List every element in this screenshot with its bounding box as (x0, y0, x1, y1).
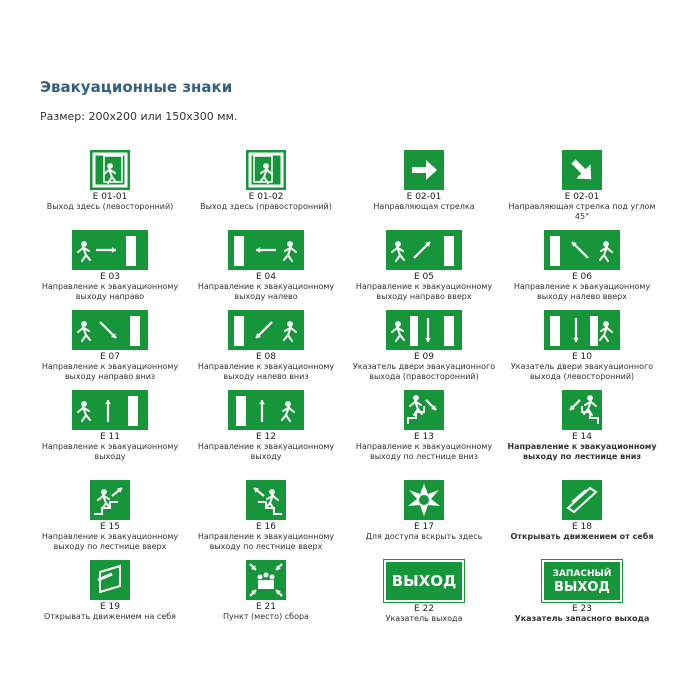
emergency-exit-text-icon (542, 560, 622, 602)
sign-description: Выход здесь (правосторонний) (200, 202, 332, 211)
sign-description: Указатель выхода (385, 614, 463, 623)
sign-description: Открывать движением на себя (44, 612, 176, 621)
sign-description: Пункт (место) сбора (223, 612, 309, 621)
sign-description: Направление к эвакуационному выходу (197, 442, 335, 461)
sign-card (32, 150, 188, 212)
run-up-door-icon (72, 390, 148, 430)
sign-code: E 04 (256, 272, 276, 282)
sign-description: Направляющая стрелка под углом 45° (508, 202, 656, 221)
sign-text: ЗАПАСНЫЙ (552, 569, 612, 579)
sign-card (504, 390, 660, 462)
sign-description: Направление к эвакуационному выходу направо (41, 282, 179, 301)
run-up-right-icon (386, 230, 462, 270)
sign-description: Направление к эвакуационному выходу налево вниз (197, 362, 335, 381)
sign-description: Направление к эвакуационному выходу по лестнице вверх (41, 532, 179, 551)
sign-card (346, 150, 502, 212)
run-up-left-icon (544, 230, 620, 270)
sign-code: E 03 (100, 272, 120, 282)
sign-code: E 01-01 (92, 192, 128, 202)
sign-card (504, 150, 660, 222)
sign-card (346, 390, 502, 462)
push-door-icon (562, 480, 602, 520)
sign-description: Направление к эвакуационному выходу налево (197, 282, 335, 301)
pull-door-icon (90, 560, 130, 600)
sign-code: E 17 (414, 522, 434, 532)
sign-code: E 12 (256, 432, 276, 442)
sign-card (32, 560, 188, 622)
sign-code: E 07 (100, 352, 120, 362)
sign-description: Направление к эвакуационному выходу направо вверх (355, 282, 493, 301)
sign-code: E 23 (572, 604, 592, 614)
sign-text: ВЫХОД (391, 572, 457, 590)
exit-left-icon (90, 150, 130, 190)
sign-code: E 21 (256, 602, 276, 612)
sign-card (32, 390, 188, 462)
run-down-left-icon (228, 310, 304, 350)
sign-card (188, 310, 344, 382)
sign-card (32, 230, 188, 302)
sign-description: Открывать движением от себя (510, 532, 654, 541)
sign-card (32, 310, 188, 382)
sign-card (346, 310, 502, 382)
sign-code: E 09 (414, 352, 434, 362)
sign-code: E 08 (256, 352, 276, 362)
sign-code: E 02-01 (406, 192, 442, 202)
sign-description: Направление к эвакуационному выходу по лестнице вниз (355, 442, 493, 461)
sign-description: Направление к эвакуационному выходу (41, 442, 179, 461)
sign-code: E 22 (414, 604, 434, 614)
sign-card (188, 150, 344, 212)
sign-card (188, 560, 344, 622)
sign-card (346, 560, 502, 624)
sign-code: E 10 (572, 352, 592, 362)
sign-description: Указатель двери эвакуационного выхода (левосторонний) (510, 362, 654, 381)
sign-code: E 02-01 (564, 192, 600, 202)
assembly-point-icon (246, 560, 286, 600)
sign-card (188, 230, 344, 302)
sign-description: Направление к эвакуационному выходу налево вверх (513, 282, 651, 301)
sign-card (188, 390, 344, 462)
sign-card (346, 230, 502, 302)
sign-card (188, 480, 344, 552)
door-left-icon (544, 310, 620, 350)
sign-card (32, 480, 188, 552)
sign-code: E 15 (100, 522, 120, 532)
sign-code: E 11 (100, 432, 120, 442)
stairs-up-left-icon (246, 480, 286, 520)
door-up-run-icon (228, 390, 304, 430)
sign-code: E 14 (572, 432, 592, 442)
stairs-down-right-icon (404, 390, 444, 430)
sign-description: Для доступа вскрыть здесь (365, 532, 483, 541)
arrow-right-icon (404, 150, 444, 190)
break-glass-icon (404, 480, 444, 520)
run-left-arrow-icon (228, 230, 304, 270)
sign-description: Направление к эвакуационному выходу по лестнице вверх (197, 532, 335, 551)
sign-description: Направляющая стрелка (373, 202, 475, 211)
sign-code: E 05 (414, 272, 434, 282)
arrow-diagonal-icon (562, 150, 602, 190)
exit-text-icon (384, 560, 464, 602)
sign-description: Выход здесь (левосторонний) (46, 202, 174, 211)
sign-code: E 18 (572, 522, 592, 532)
run-right-arrow-icon (72, 230, 148, 270)
run-down-right-icon (72, 310, 148, 350)
sign-code: E 13 (414, 432, 434, 442)
sign-description: Направление к эвакуационному выходу направо вниз (41, 362, 179, 381)
sign-card (346, 480, 502, 542)
sign-text: ВЫХОД (553, 580, 611, 595)
size-note: Размер: 200х200 или 150х300 мм. (40, 110, 238, 123)
sign-code: E 06 (572, 272, 592, 282)
sign-card (504, 310, 660, 382)
sign-description: Указатель запасного выхода (514, 614, 650, 623)
sign-card (504, 560, 660, 624)
sign-card (504, 230, 660, 302)
sign-description: Указатель двери эвакуационного выхода (правосторонний) (352, 362, 496, 381)
sign-card (504, 480, 660, 542)
sign-code: E 16 (256, 522, 276, 532)
exit-right-icon (246, 150, 286, 190)
stairs-up-right-icon (90, 480, 130, 520)
sign-code: E 01-02 (248, 192, 284, 202)
sign-description: Направление к эвакуационному выходу по лестнице вниз (507, 442, 657, 461)
page-title: Эвакуационные знаки (40, 78, 233, 96)
stairs-down-left-icon (562, 390, 602, 430)
sign-code: E 19 (100, 602, 120, 612)
door-right-icon (386, 310, 462, 350)
